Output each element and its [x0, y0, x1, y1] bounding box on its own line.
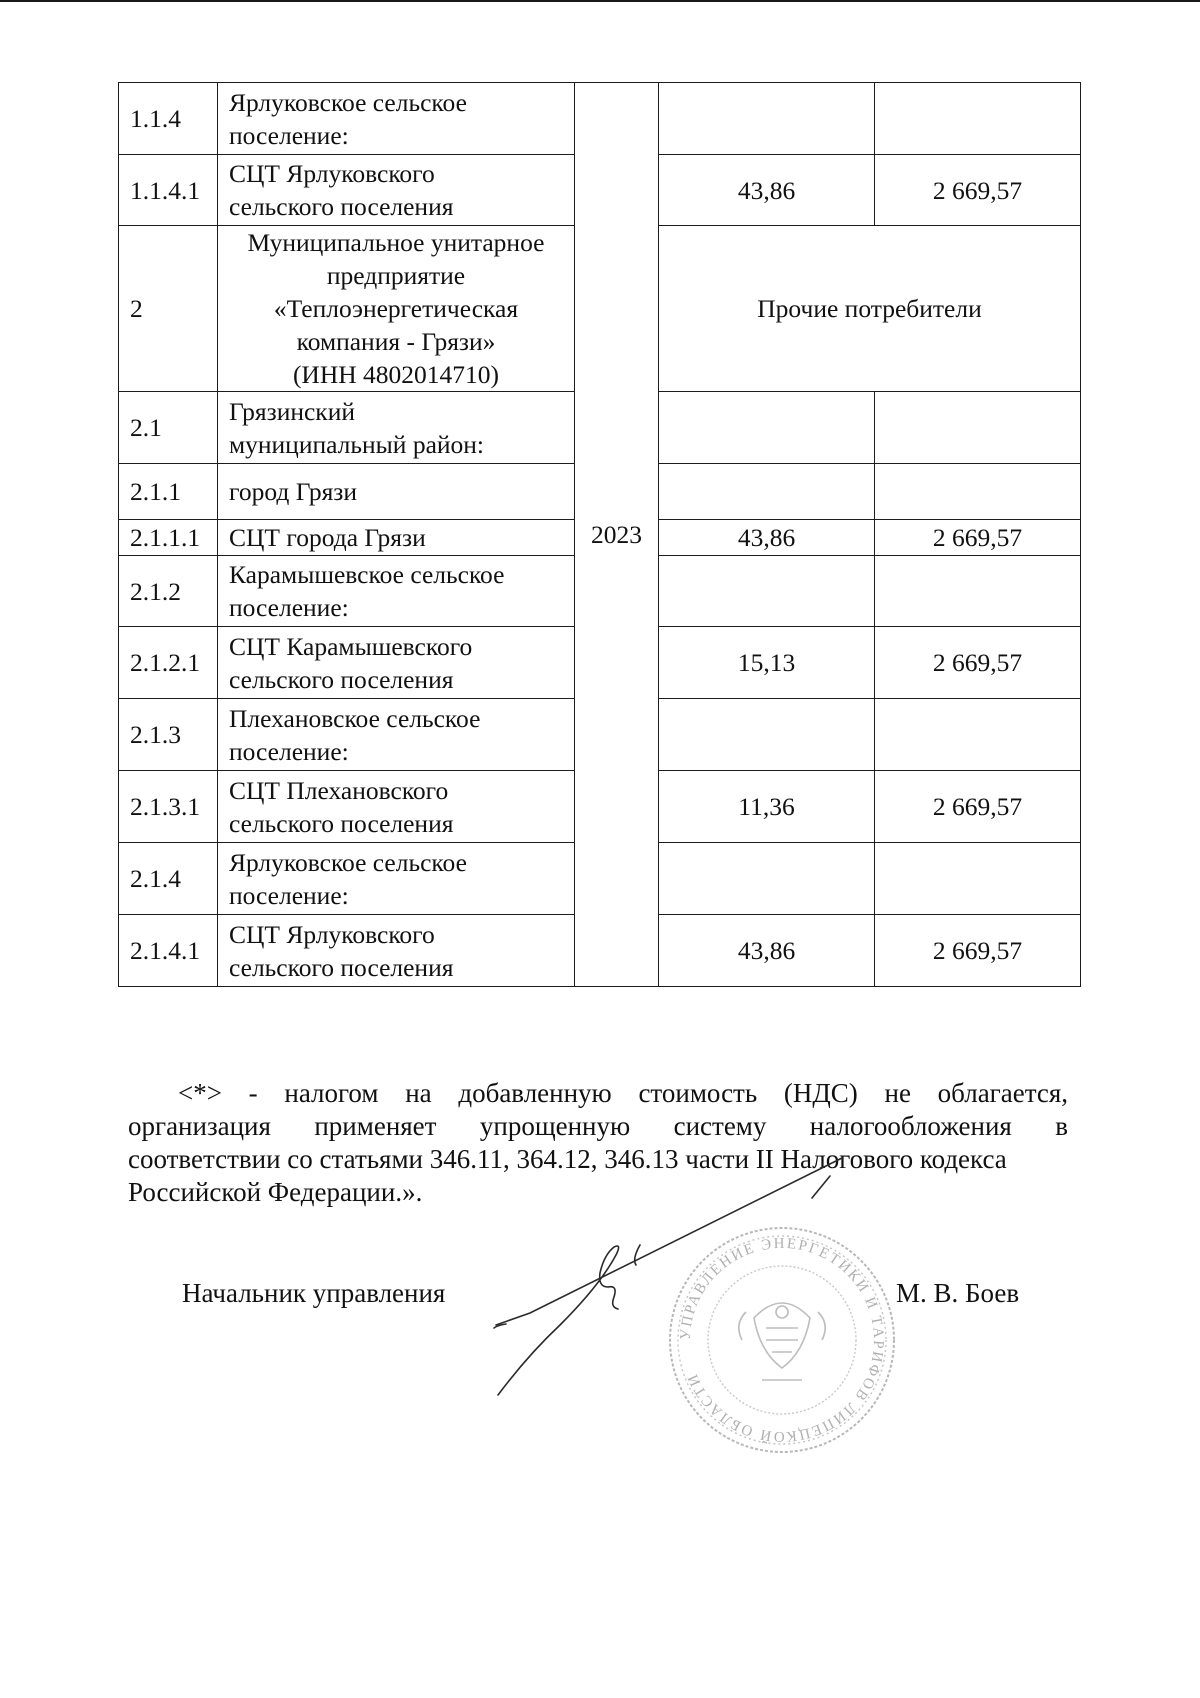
row-number: 2.1.2.1	[119, 627, 218, 699]
settlement-name	[218, 556, 575, 627]
settlement-name-line: СЦТ Ярлуковского	[229, 159, 435, 188]
row-number: 1.1.4.1	[119, 155, 218, 226]
row-number: 2.1.1	[119, 464, 218, 520]
tariff-value-2	[875, 843, 1081, 915]
row-number: 2.1.3	[119, 699, 218, 771]
organization-name-line: Муниципальное унитарное	[247, 228, 545, 257]
tariff-value-2	[875, 464, 1081, 520]
row-number: 2.1.3.1	[119, 771, 218, 843]
settlement-name-line: муниципальный район:	[229, 429, 485, 459]
tariff-value-2	[875, 699, 1081, 771]
table-row	[119, 83, 1081, 155]
row-number: 1.1.4	[119, 83, 218, 155]
settlement-name-line: Ярлуковское сельское	[229, 87, 467, 117]
tariff-value-2	[875, 556, 1081, 627]
settlement-name	[218, 520, 575, 556]
page-top-edge	[0, 0, 1200, 2]
organization-name-line: (ИНН 4802014710)	[292, 360, 500, 389]
settlement-name-line: СЦТ Карамышевского	[229, 631, 473, 661]
tariff-value-2: 2 669,57	[875, 771, 1081, 843]
period-year: 2023	[575, 83, 659, 987]
settlement-name	[218, 83, 575, 155]
tariff-value-2: 2 669,57	[875, 155, 1081, 226]
footnote-line-3: соответствии со статьями 346.11, 364.12, 346.13 части II Налогового кодекса	[128, 1144, 1007, 1174]
settlement-name	[218, 392, 575, 464]
tariff-value-2	[875, 83, 1081, 155]
tariff-value-1: 43,86	[659, 915, 875, 987]
settlement-name	[218, 915, 575, 987]
row-number: 2.1.4	[119, 843, 218, 915]
settlement-name-line: Грязинский	[229, 396, 355, 426]
tariff-table-body	[119, 83, 1081, 987]
footnote-line-4: Российской Федерации.».	[128, 1177, 423, 1207]
footnote-line-2: организация применяет упрощенную систему налогообложения в	[128, 1111, 1068, 1141]
settlement-name-line: поселение:	[229, 736, 349, 766]
settlement-name-line: Плехановское сельское	[229, 703, 481, 733]
organization-name-line: предприятие	[326, 261, 466, 290]
organization-name	[218, 226, 575, 392]
settlement-name	[218, 699, 575, 771]
tariff-value-2: 2 669,57	[875, 627, 1081, 699]
tariff-value-1: 43,86	[659, 520, 875, 556]
tariff-value-1	[659, 843, 875, 915]
tariff-value-2: 2 669,57	[875, 915, 1081, 987]
tariff-value-1: 43,86	[659, 155, 875, 226]
row-number: 2.1	[119, 392, 218, 464]
settlement-name	[218, 771, 575, 843]
settlement-name-line: Ярлуковское сельское	[229, 847, 467, 877]
settlement-name	[218, 627, 575, 699]
tariff-value-1: 15,13	[659, 627, 875, 699]
tariff-value-1	[659, 464, 875, 520]
stamp-text: УПРАВЛЕНИЕ ЭНЕРГЕТИКИ И ТАРИФОВ ЛИПЕЦКОЙ ОБЛАСТИ	[677, 1235, 887, 1445]
settlement-name-line: поселение:	[229, 593, 349, 622]
settlement-name-line: СЦТ Ярлуковского	[229, 919, 435, 949]
settlement-name-line: сельского поселения	[229, 664, 454, 694]
settlement-name	[218, 843, 575, 915]
row-number: 2	[119, 226, 218, 392]
settlement-name-line: город Грязи	[229, 477, 358, 506]
tariff-value-1	[659, 699, 875, 771]
settlement-name-line: СЦТ города Грязи	[229, 523, 426, 552]
row-number: 2.1.2	[119, 556, 218, 627]
signatory-title: Начальник управления	[182, 1278, 446, 1308]
tariff-value-2	[875, 392, 1081, 464]
settlement-name	[218, 464, 575, 520]
row-number: 2.1.1.1	[119, 520, 218, 556]
settlement-name-line: Карамышевское сельское	[229, 560, 505, 589]
settlement-name-line: СЦТ Плехановского	[229, 775, 449, 805]
row-number: 2.1.4.1	[119, 915, 218, 987]
tariff-value-1: 11,36	[659, 771, 875, 843]
settlement-name-line: сельского поселения	[229, 952, 454, 982]
tariff-value-2: 2 669,57	[875, 520, 1081, 556]
settlement-name-line: сельского поселения	[229, 808, 454, 838]
consumer-group: Прочие потребители	[659, 226, 1081, 392]
tariff-table	[118, 82, 1081, 987]
settlement-name-line: поселение:	[229, 880, 349, 910]
settlement-name	[218, 155, 575, 226]
settlement-name-line: сельского поселения	[229, 192, 454, 221]
organization-name-line: «Теплоэнергетическая	[273, 294, 519, 323]
organization-name-line: компания - Грязи»	[296, 327, 496, 356]
tariff-value-1	[659, 392, 875, 464]
signatory-name: М. В. Боев	[896, 1278, 1020, 1308]
tariff-value-1	[659, 556, 875, 627]
footnote-line-1: <*> - налогом на добавленную стоимость (НДС) не облагается,	[178, 1078, 1068, 1108]
handwritten-signature	[490, 1150, 850, 1400]
tariff-value-1	[659, 83, 875, 155]
settlement-name-line: поселение:	[229, 120, 349, 150]
